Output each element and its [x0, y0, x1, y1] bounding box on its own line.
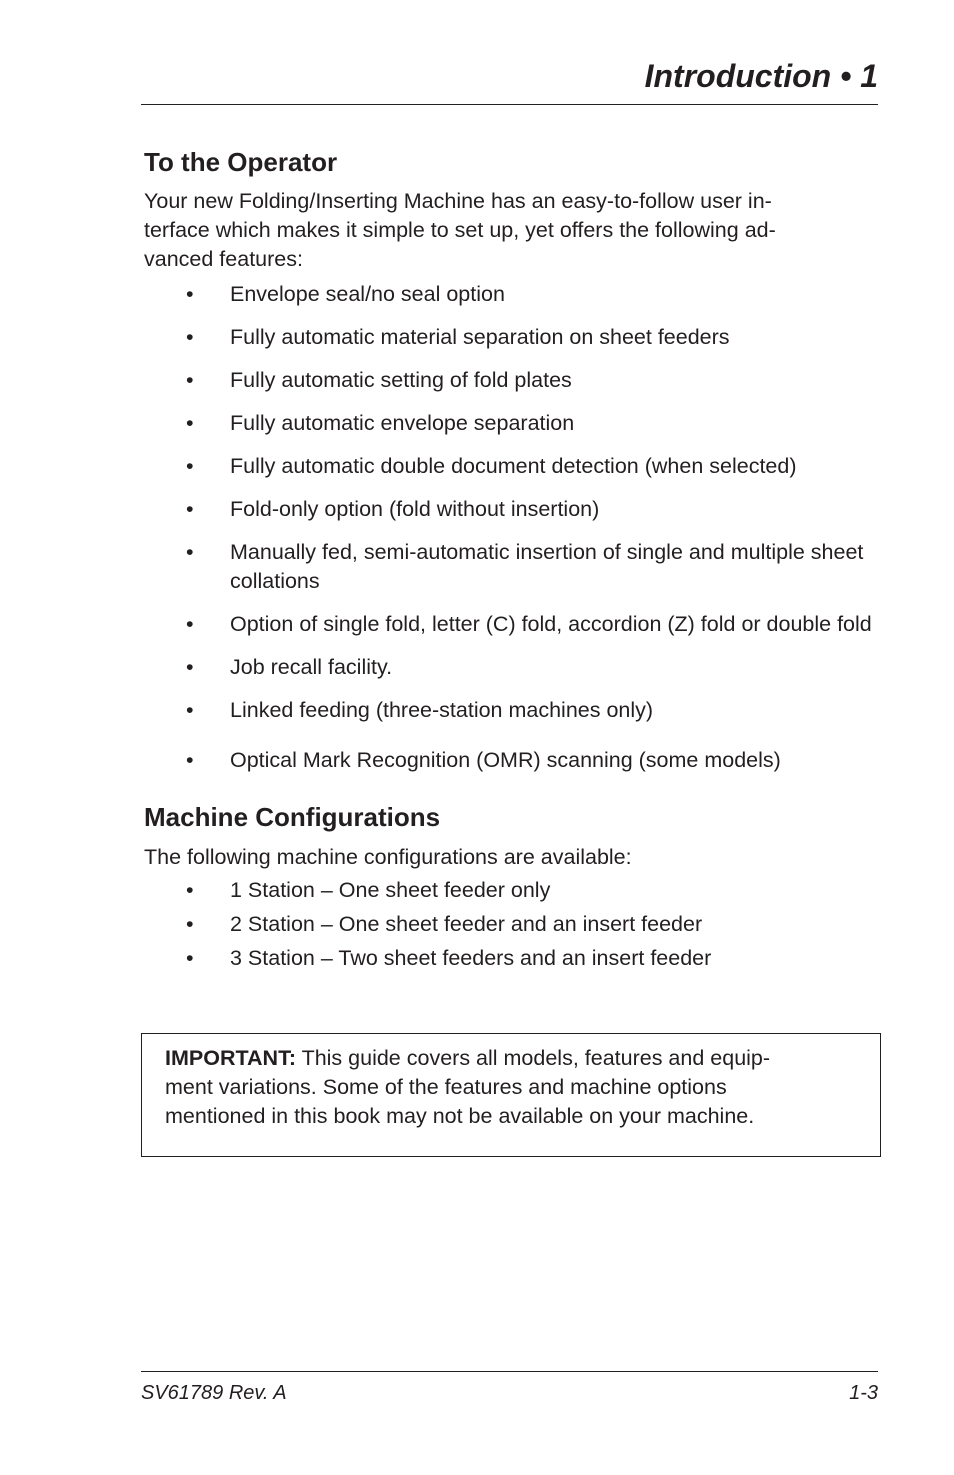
feature-text: Job recall facility. — [230, 655, 393, 679]
main-content — [144, 145, 880, 978]
page-footer — [141, 1371, 878, 1404]
chapter-title: Introduction • 1 — [644, 58, 878, 94]
important-line: This guide covers all models, features and equip- — [295, 1046, 771, 1070]
bullet-marker: • — [186, 698, 194, 722]
important-line: ment variations. Some of the features and machine options — [165, 1075, 727, 1099]
bullet-marker: • — [186, 878, 194, 902]
feature-text: Fully automatic material separation on sheet feeders — [230, 325, 730, 349]
feature-text: Envelope seal/no seal option — [230, 282, 505, 306]
feature-item — [144, 696, 880, 725]
feature-item — [144, 280, 880, 309]
important-label: IMPORTANT: — [165, 1046, 296, 1070]
feature-list — [144, 280, 880, 775]
section-heading-configurations: Machine Configurations — [144, 802, 441, 832]
feature-text: Fully automatic setting of fold plates — [230, 368, 572, 392]
page-number: 1-3 — [849, 1382, 878, 1404]
feature-text: Manually fed, semi-automatic insertion of single and multiple sheet collations — [230, 540, 864, 593]
section-heading-operator: To the Operator — [144, 147, 338, 177]
bullet-marker: • — [186, 282, 194, 306]
bullet-marker: • — [186, 411, 194, 435]
important-notice-box — [141, 1033, 881, 1157]
bullet-marker: • — [186, 325, 194, 349]
operator-intro-paragraph — [144, 187, 864, 274]
configuration-item — [144, 910, 880, 939]
feature-text: Option of single fold, letter (C) fold, accordion (Z) fold or double fold — [230, 612, 872, 636]
configuration-text: 1 Station – One sheet feeder only — [230, 878, 551, 902]
feature-item — [144, 452, 880, 481]
intro-line: terface which makes it simple to set up, yet offers the following ad- — [144, 218, 776, 242]
feature-text: Fully automatic envelope separation — [230, 411, 575, 435]
configurations-intro: The following machine configurations are available: — [144, 845, 632, 869]
bullet-marker: • — [186, 946, 194, 970]
important-notice-text — [165, 1044, 860, 1131]
intro-line: Your new Folding/Inserting Machine has an easy-to-follow user in- — [144, 189, 772, 213]
configuration-text: 2 Station – One sheet feeder and an insert feeder — [230, 912, 703, 936]
bullet-marker: • — [186, 748, 194, 772]
feature-item — [144, 610, 880, 639]
bullet-marker: • — [186, 368, 194, 392]
feature-text: Optical Mark Recognition (OMR) scanning (some models) — [230, 748, 781, 772]
important-line: mentioned in this book may not be available on your machine. — [165, 1104, 755, 1128]
bullet-marker: • — [186, 612, 194, 636]
feature-item — [144, 366, 880, 395]
document-id: SV61789 Rev. A — [141, 1382, 287, 1404]
feature-item — [144, 323, 880, 352]
bullet-marker: • — [186, 655, 194, 679]
configuration-text: 3 Station – Two sheet feeders and an insert feeder — [230, 946, 712, 970]
bullet-marker: • — [186, 540, 194, 564]
feature-item — [144, 495, 880, 524]
bullet-marker: • — [186, 497, 194, 521]
feature-text: Fold-only option (fold without insertion) — [230, 497, 600, 521]
feature-item — [144, 746, 880, 775]
configuration-item — [144, 876, 880, 905]
feature-item — [144, 409, 880, 438]
configuration-list — [144, 876, 880, 973]
page-header — [141, 56, 878, 105]
feature-item — [144, 538, 880, 596]
feature-item — [144, 653, 880, 682]
intro-line: vanced features: — [144, 247, 303, 271]
configuration-item — [144, 944, 880, 973]
feature-text: Linked feeding (three-station machines only) — [230, 698, 654, 722]
bullet-marker: • — [186, 454, 194, 478]
bullet-marker: • — [186, 912, 194, 936]
feature-text: Fully automatic double document detection (when selected) — [230, 454, 797, 478]
